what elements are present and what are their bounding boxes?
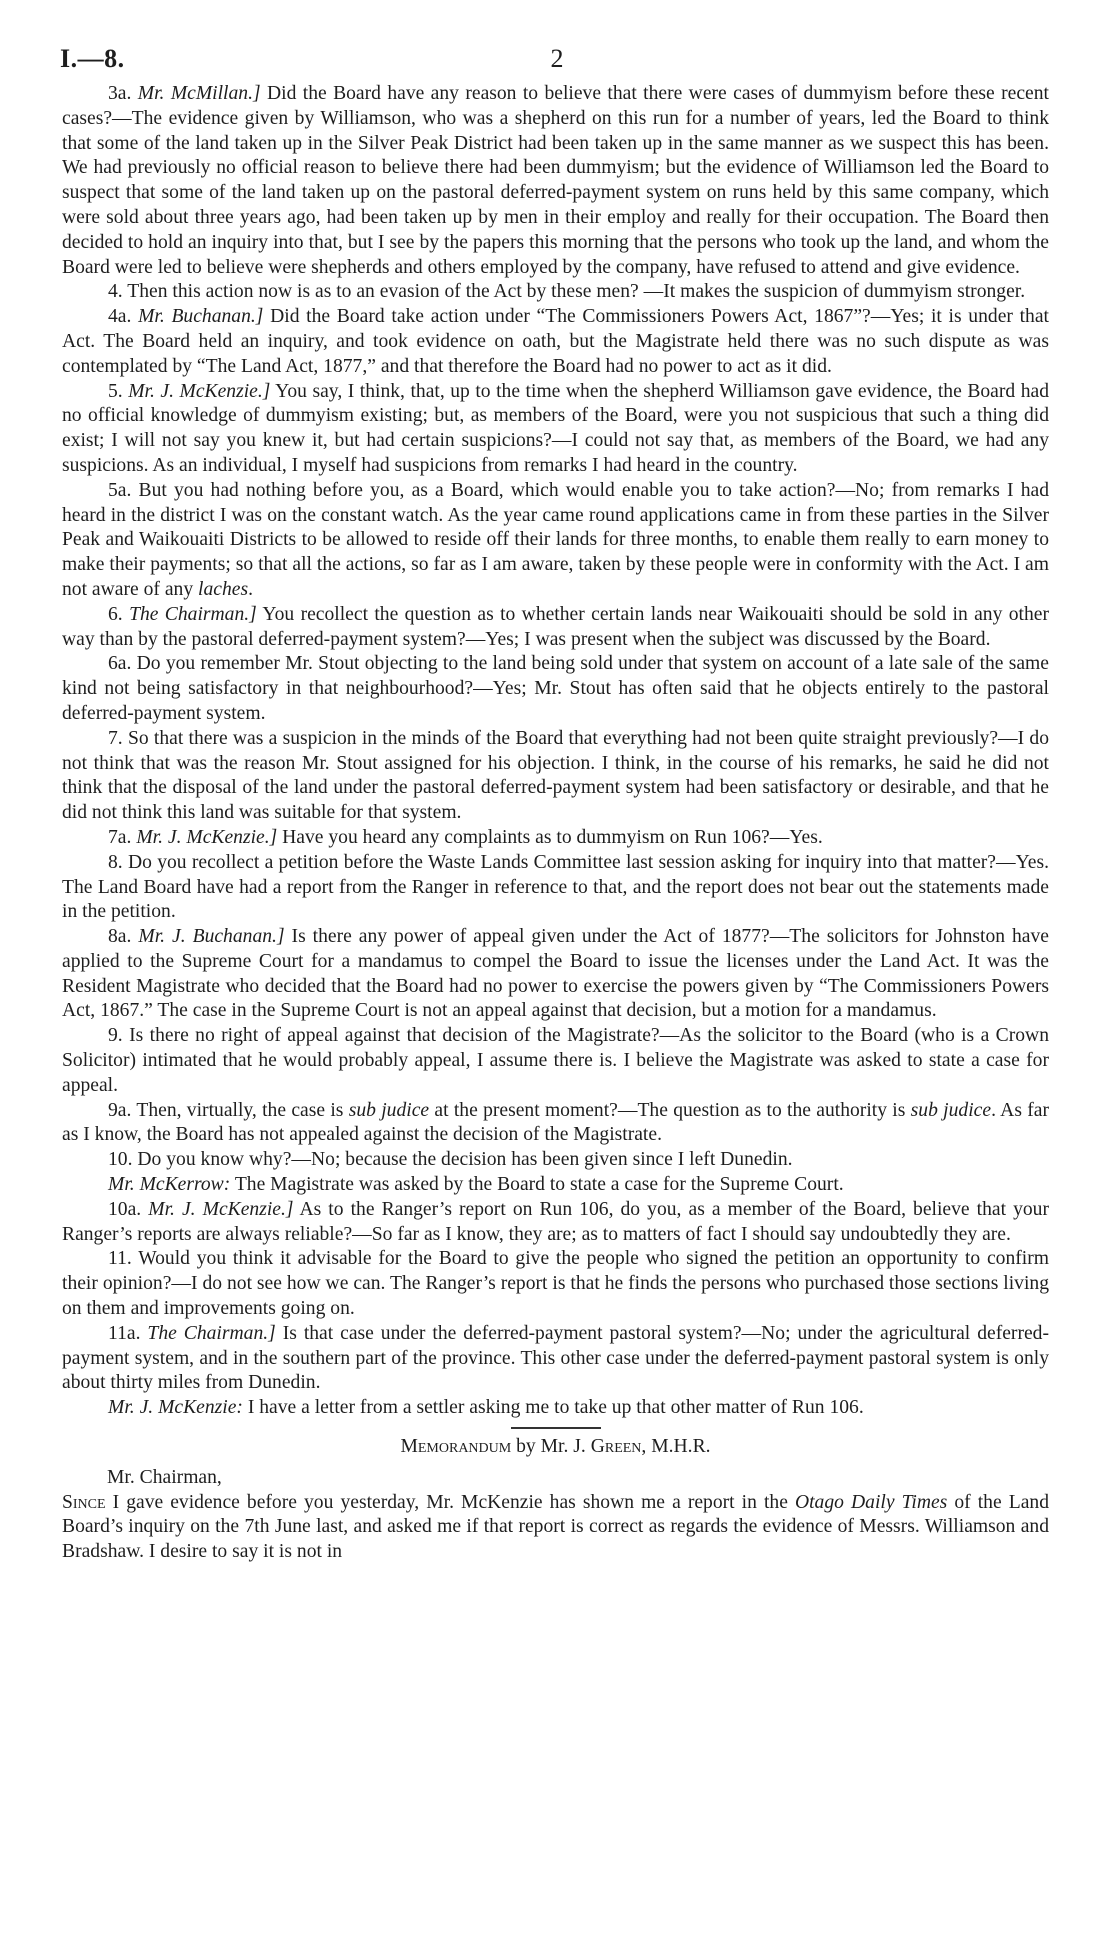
testimony-paragraph xyxy=(62,380,1049,479)
paragraph-text: Did the Board take action under “The Commissioners Powers Act, 1867”?—Yes; it is under that Act. The Board held an inquiry, and took evidence on oath, but the Magistrate held there was no such dispute as was contemplated by “The Land Act, 1877,” and that therefore the Board had no power to act as it did. xyxy=(62,306,1049,377)
page-header xyxy=(60,44,1054,84)
testimony-paragraphs xyxy=(62,82,1049,1421)
paragraph-number: 5a. xyxy=(108,479,132,501)
paragraph-text: Then this action now is as to an evasion of the Act by these men? —It makes the suspicion of dummyism stronger. xyxy=(127,281,1026,303)
document-id: I.—8. xyxy=(60,44,125,73)
paragraph-number: 3a. xyxy=(108,83,132,104)
testimony-paragraph xyxy=(62,305,1049,379)
paragraph-number: 4. xyxy=(108,281,123,303)
testimony-paragraph xyxy=(62,1173,1049,1198)
testimony-paragraph xyxy=(62,280,1049,305)
memo-lead-word: Since xyxy=(62,1491,106,1513)
paragraph-text: Do you recollect a petition before the Waste Lands Committee last session asking for inquiry into that matter?—Yes. The Land Board have had a report from the Ranger in reference to that, and the report does not bear out the statements made in the petition. xyxy=(62,851,1049,923)
paragraph-text-cont: at the present moment?—The question as to the authority is xyxy=(429,1099,911,1121)
memo-title-suffix: , M.H.R. xyxy=(641,1436,711,1458)
paragraph-text: As to the Ranger’s report on Run 106, do you, as a member of the Board, believe that your Ranger’s reports are always reliable?—So far as I know, they are; as to matters of fact I should say undoubtedly they are. xyxy=(62,1198,1050,1245)
memo-paragraph xyxy=(62,1491,1049,1565)
paragraph-text: Is there any power of appeal given under the Act of 1877?—The solicitors for Johnston have applied to the Supreme Court for a mandamus to compel the Board to issue the licenses under the Land Act. It was the Resident Magistrate who decided that the Board had no power to exercise the powers given by “The Commissioners Powers Act, 1867.” The case in the Supreme Court is not an appeal against that decision, but a motion for a mandamus. xyxy=(62,926,1050,1022)
testimony-paragraph xyxy=(62,1396,1049,1421)
paragraph-number: 9. xyxy=(108,1025,123,1047)
speaker-name: Mr. J. McKenzie.] xyxy=(148,1198,294,1220)
paragraph-text-cont: . As far as I know, the Board has not appealed against the decision of the Magistrate. xyxy=(62,1099,1049,1146)
paragraph-number: 5. xyxy=(108,380,123,402)
memo-title-word: Memorandum xyxy=(400,1436,512,1458)
testimony-paragraph xyxy=(62,925,1049,1024)
paragraph-number: 10. xyxy=(108,1149,133,1171)
paragraph-number: 8. xyxy=(108,851,123,873)
paragraph-text: Would you think it advisable for the Board to give the people who signed the petition an opportunity to confirm their opinion?—I do not see how we can. The Ranger’s report is that he finds the persons who purchased those sections living on them and improvements going on. xyxy=(62,1248,1049,1320)
speaker-name: The Chairman.] xyxy=(147,1322,276,1344)
memo-text-b: of the Land Board’s inquiry on the 7th June last, and asked me if that report is correct as regards the evidence of Messrs. Williamson and Bradshaw. I desire to say it is not in xyxy=(62,1491,1049,1563)
paragraph-text: Then, virtually, the case is xyxy=(136,1099,349,1121)
testimony-paragraph xyxy=(62,727,1049,826)
paragraph-text: Do you know why?—No; because the decision has been given since I left Dunedin. xyxy=(137,1149,793,1171)
speaker-name: Mr. J. McKenzie.] xyxy=(128,380,271,402)
paragraph-text: Did the Board have any reason to believe that there were cases of dummyism before these recent cases?—The evidence given by Williamson, who was a shepherd on this run for a number of years, led the Board to think that some of the land taken up in the Silver Peak District had been taken up in the same manner as we suspect this has been. We had previously no official reason to believe there had been dummyism; but the evidence of Williamson led the Board to suspect that some of the land taken up on the pastoral deferred-payment system on runs held by this same company, which were sold about three years ago, had been taken up by men in their employ and really for their occupation. The Board then decided to hold an inquiry into that, but I see by the papers this morning that the persons who took up the land, and whom the Board were led to believe were shepherds and others employed by the company, have refused to attend and give evidence. xyxy=(62,83,1049,278)
speaker-name: Mr. J. McKenzie: xyxy=(108,1397,243,1419)
paragraph-number: 6. xyxy=(108,603,123,625)
paragraph-number: 11a. xyxy=(108,1322,141,1344)
paragraph-text: Is that case under the deferred-payment pastoral system?—No; under the agricultural deferred-payment system, and in the southern part of the province. This other case under the deferred-payment pastoral system is only about thirty miles from Dunedin. xyxy=(62,1322,1049,1394)
testimony-paragraph xyxy=(62,1099,1049,1149)
paragraph-text: So that there was a suspicion in the minds of the Board that everything had not been quite straight previously?—I do not think that was the reason Mr. Stout assigned for his objection. I think, in the course of his remarks, he said he did not think that the disposal of the land under the pastoral deferred-payment system had been satisfactory or desirable, and that he did not think this land was suitable for that system. xyxy=(62,727,1049,824)
paragraph-text: Do you remember Mr. Stout objecting to the land being sold under that system on account of a late sale of the same kind not being satisfactory in that neighbourhood?—Yes; Mr. Stout has often said that he objects entirely to the pastoral deferred-payment system. xyxy=(62,653,1049,724)
testimony-paragraph xyxy=(62,1024,1049,1098)
memo-title-by: by Mr. J. xyxy=(511,1436,591,1458)
section-divider xyxy=(511,1427,601,1429)
testimony-paragraph xyxy=(62,1148,1049,1173)
speaker-name: Mr. J. Buchanan.] xyxy=(138,926,285,948)
paragraph-text: Have you heard any complaints as to dummyism on Run 106?—Yes. xyxy=(277,826,823,848)
memo-newspaper: Otago Daily Times xyxy=(794,1491,948,1513)
paragraph-text: Is there no right of appeal against that decision of the Magistrate?—As the solicitor to the Board (who is a Crown Solicitor) intimated that he would probably appeal, I assume there is. I believe the Magistrate was asked to state a case for appeal. xyxy=(62,1025,1049,1096)
paragraph-text: I have a letter from a settler asking me to take up that other matter of Run 106. xyxy=(242,1397,864,1419)
paragraph-number: 11. xyxy=(108,1248,132,1270)
paragraph-number: 4a. xyxy=(108,306,132,328)
testimony-paragraph xyxy=(62,1198,1049,1248)
paragraph-number: 8a. xyxy=(108,926,132,948)
paragraph-text: But you had nothing before you, as a Board, which would enable you to take action?—No; from remarks I had heard in the district I was on the constant watch. As the year came round applications came in from these parties in the Silver Peak and Waikouaiti Districts to be allowed to reside off their lands for three months, to enable them really to earn money to make their payments; so that all the actions, so far as I am aware, taken by these people were in conformity with the Act. I am not aware of any xyxy=(62,479,1049,600)
testimony-paragraph xyxy=(62,826,1049,851)
paragraph-text: You say, I think, that, up to the time when the shepherd Williamson gave evidence, the Board had no official knowledge of dummyism existing; but, as members of the Board, were you not suspicious that such a thing did exist; I will not say you knew it, but had certain suspicions?—I could not say that, as members of the Board, we had any suspicions. As an individual, I myself had suspicions from remarks I had heard in the country. xyxy=(62,380,1050,476)
testimony-paragraph xyxy=(62,82,1049,280)
document-body xyxy=(62,82,1049,1565)
speaker-name: Mr. Buchanan.] xyxy=(138,306,264,328)
memo-text-a: I gave evidence before you yesterday, Mr. McKenzie has shown me a report in the xyxy=(105,1491,795,1513)
paragraph-number: 10a. xyxy=(108,1198,142,1220)
paragraph-number: 6a. xyxy=(108,653,132,675)
testimony-paragraph xyxy=(62,479,1049,603)
speaker-name: Mr. J. McKenzie.] xyxy=(136,826,278,848)
speaker-name: The Chairman.] xyxy=(129,603,257,625)
testimony-paragraph xyxy=(62,1247,1049,1321)
memo-salutation: Mr. Chairman, xyxy=(107,1466,222,1488)
paragraph-number: 9a. xyxy=(108,1099,132,1121)
paragraph-text: The Magistrate was asked by the Board to state a case for the Supreme Court. xyxy=(230,1174,844,1196)
speaker-name: Mr. McMillan.] xyxy=(137,83,261,104)
paragraph-text-cont: . xyxy=(248,578,253,600)
testimony-paragraph xyxy=(62,851,1049,925)
italic-term: sub judice xyxy=(348,1099,430,1121)
paragraph-number: 7. xyxy=(108,727,123,749)
testimony-paragraph xyxy=(62,1322,1049,1396)
speaker-name: Mr. McKerrow: xyxy=(108,1174,231,1196)
memo-title-name: Green xyxy=(590,1436,642,1458)
testimony-paragraph xyxy=(62,652,1049,726)
italic-term: laches xyxy=(198,578,249,600)
memo-title xyxy=(62,1435,1049,1460)
paragraph-number: 7a. xyxy=(108,826,132,848)
italic-term: sub judice xyxy=(910,1099,992,1121)
page-number: 2 xyxy=(550,44,564,73)
paragraph-text: You recollect the question as to whether certain lands near Waikouaiti should be sold in any other way than by the pastoral deferred-payment system?—Yes; I was present when the subject was discussed by the Board. xyxy=(62,603,1049,650)
testimony-paragraph xyxy=(62,603,1049,653)
